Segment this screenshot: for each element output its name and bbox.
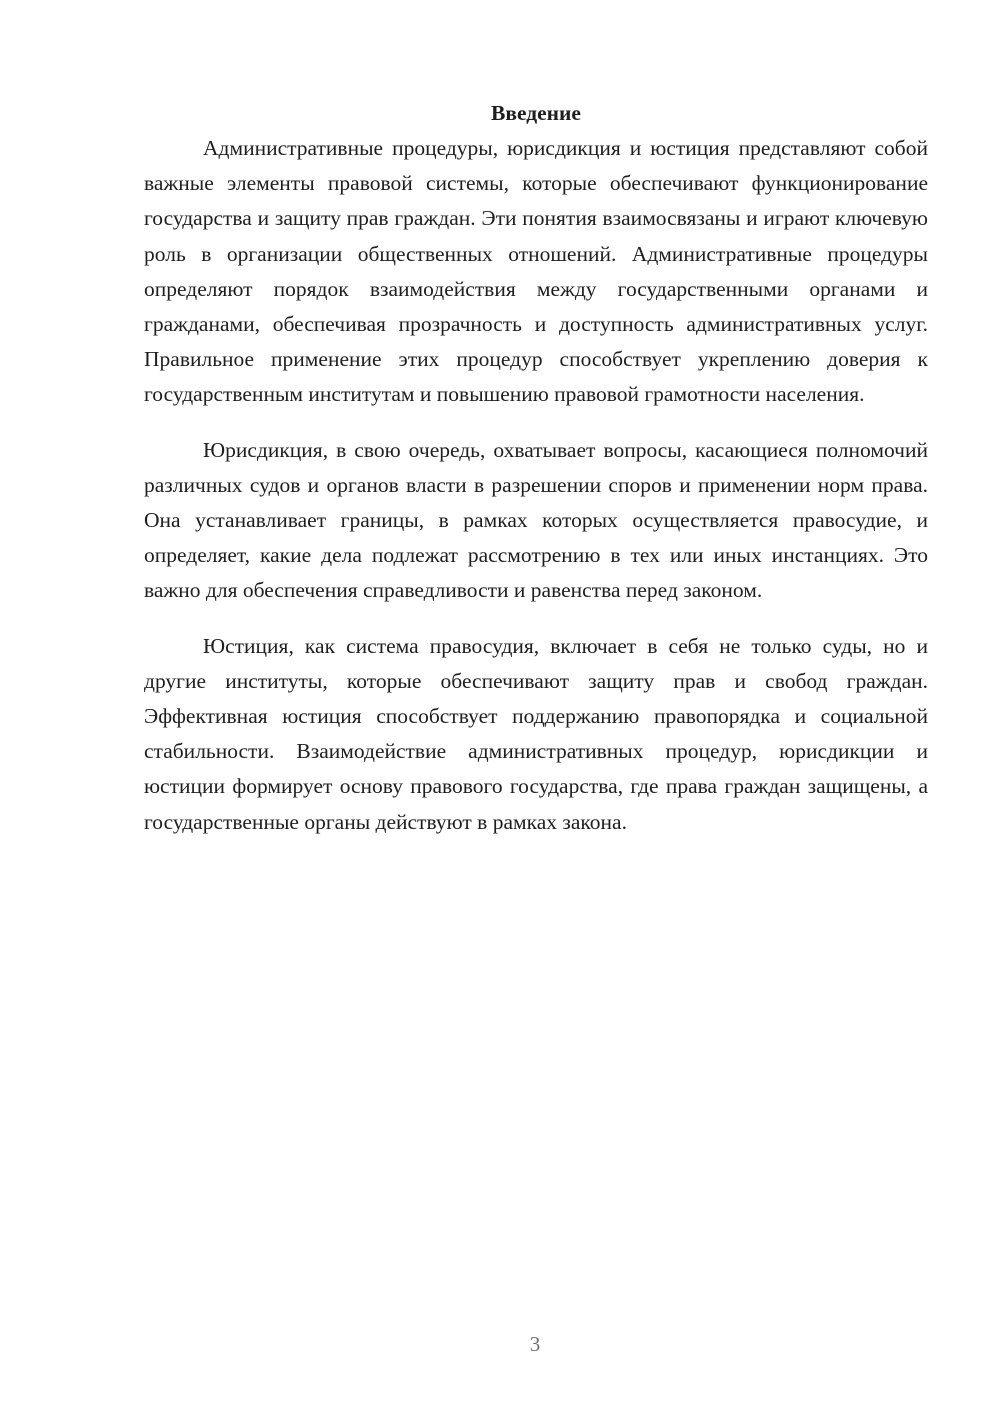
paragraph-1: Административные процедуры, юрисдикция и юстиция представляют собой важные элементы правовой системы, которые обеспечивают функционирование государства и защиту прав граждан. Эти понятия взаимосвязаны и играют ключевую роль в организации общественных отношений. Административные процедуры определяют порядок взаимодействия между государственными органами и гражданами, обеспечивая прозрачность и доступность административных услуг. Правильное применение этих процедур способствует укреплению доверия к государственным институтам и повышению правовой грамотности населения. xyxy=(144,136,928,407)
paragraph-2: Юрисдикция, в свою очередь, охватывает вопросы, касающиеся полномочий различных судов и органов власти в разрешении споров и применении норм права. Она устанавливает границы, в рамках которых осуществляется правосудие, и определяет, какие дела подлежат рассмотрению в тех или иных инстанциях. Это важно для обеспечения справедливости и равенства перед законом. xyxy=(144,437,928,603)
paragraph-3: Юстиция, как система правосудия, включает в себя не только суды, но и другие институты, которые обеспечивают защиту прав и свобод граждан. Эффективная юстиция способствует поддержанию правопорядка и социальной стабильности. Взаимодействие административных процедур, юрисдикции и юстиции формирует основу правового государства, где права граждан защищены, а государственные органы действуют в рамках закона. xyxy=(144,633,928,834)
page-content xyxy=(144,96,928,840)
page-number: 3 xyxy=(529,1332,541,1356)
section-title: Введение xyxy=(491,101,581,125)
